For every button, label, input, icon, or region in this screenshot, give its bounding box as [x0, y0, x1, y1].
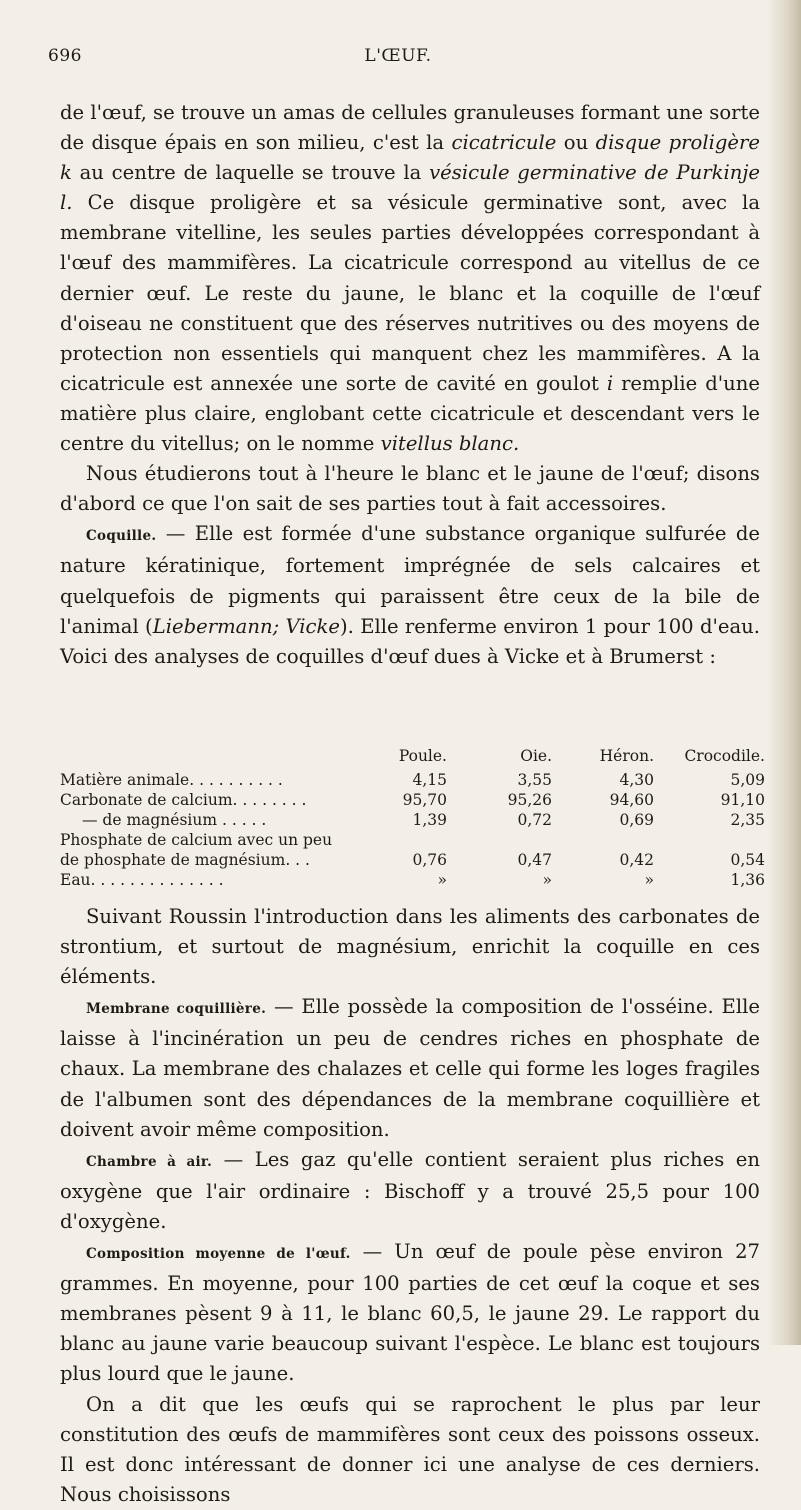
row-label: Phosphate de calcium avec un peu — [60, 831, 333, 849]
table-cell: 4,15 — [412, 771, 447, 789]
section-heading-membrane: Membrane coquillière. — [86, 1001, 267, 1018]
paragraph-poissons: On a dit que les œufs qui se raprochent le plus par leur constitution des œufs de mammifères sont ceux des poissons osseux. Il est donc intéressant de donner ici une analyse de ces derniers. Nous choisissons — [60, 1392, 760, 1506]
term-vesicule-germinative: vésicule germinative de Purkinje l. — [60, 161, 760, 215]
table-header-row — [60, 746, 765, 770]
table-cell: 2,35 — [730, 811, 765, 829]
table-cell — [654, 830, 765, 850]
row-label: — de magnésium . . . . . — [82, 811, 267, 829]
table-cell: 95,70 — [402, 791, 447, 809]
running-title: L'ŒUF. — [364, 46, 432, 66]
paragraph-chambre — [60, 1145, 760, 1237]
table-cell — [365, 830, 447, 850]
table-row — [60, 810, 765, 830]
paragraph-composition — [60, 1237, 760, 1389]
term-i: i — [606, 371, 614, 395]
page-edge-shadow — [767, 0, 801, 1345]
table-cell: 0,76 — [412, 851, 447, 869]
text-run: — Elle est formée d'une substance organique sulfurée de nature kératinique, fortement imprégnée de sels calcaires et quelquefois de pigments qui paraissent être ceux de la bile de l'animal ( — [60, 522, 760, 638]
page-number: 696 — [48, 46, 82, 66]
table-cell: 1,36 — [730, 871, 765, 889]
table-cell: » — [437, 871, 447, 889]
table-cell: 3,55 — [517, 771, 552, 789]
table-cell — [552, 830, 654, 850]
table-cell: 95,26 — [507, 791, 552, 809]
row-label: Eau. . . . . . . . . . . . . . — [60, 871, 224, 889]
text-run: au centre de laquelle se trouve la — [71, 161, 430, 185]
section-heading-chambre: Chambre à air. — [86, 1153, 213, 1170]
section-heading-composition: Composition moyenne de l'œuf. — [86, 1246, 351, 1263]
section-heading-coquille: Coquille. — [86, 528, 157, 545]
paragraph-roussin: Suivant Roussin l'introduction dans les aliments des carbonates de strontium, et surtout de magnésium, enrichit la coquille en ces éléments. — [60, 905, 760, 989]
table-cell: » — [542, 871, 552, 889]
table-cell: 0,54 — [730, 851, 765, 869]
table-cell: 0,69 — [619, 811, 654, 829]
table-cell: » — [644, 871, 654, 889]
text-run: de l'œuf, se trouve un amas de cellules granuleuses formant une sorte de disque épais en son milieu, c'est la — [60, 101, 760, 155]
table-cell: 0,72 — [517, 811, 552, 829]
text-run: — Elle possède la composition de l'osséine. Elle laisse à l'incinération un peu de cendres riches en phosphate de chaux. La membrane des chalazes et celle qui forme les loges fragiles de l'albumen sont des dépendances de la membrane coquillière et doivent avoir même composition. — [60, 995, 760, 1141]
running-header — [48, 46, 748, 68]
paragraph-cicatricule — [60, 98, 760, 459]
row-label: Carbonate de calcium. . . . . . . . — [60, 791, 307, 809]
term-cicatricule: cicatricule — [451, 131, 557, 155]
body-text-bottom — [60, 902, 760, 1510]
table-row — [60, 870, 765, 890]
table-corner — [60, 746, 365, 770]
table-cell: 0,47 — [517, 851, 552, 869]
paragraph-etude: Nous étudierons tout à l'heure le blanc et le jaune de l'œuf; disons d'abord ce que l'on sait de ses parties tout à fait accessoires. — [60, 462, 760, 516]
column-header: Poule. — [398, 747, 447, 765]
text-run: remplie d'une matière plus claire, englobant cette cicatricule et descendant vers le centre du vitellus; on le nomme — [60, 371, 760, 456]
authors-citation: Liebermann; Vicke — [152, 614, 341, 638]
row-label: Matière animale. . . . . . . . . . — [60, 771, 283, 789]
table-row — [60, 830, 765, 850]
table-cell: 94,60 — [609, 791, 654, 809]
term-disque-proligere: disque proligère k — [60, 131, 760, 185]
paragraph-membrane — [60, 992, 760, 1144]
table-cell — [447, 830, 552, 850]
row-label: de phosphate de magnésium. . . — [60, 851, 310, 869]
table-row — [60, 850, 765, 870]
table-cell: 4,30 — [619, 771, 654, 789]
text-run: ). Elle renferme environ 1 pour 100 d'eau. Voici des analyses de coquilles d'œuf dues à Vicke et à Brumerst : — [60, 614, 760, 668]
term-vitellus-blanc: vitellus blanc. — [380, 432, 520, 456]
text-run: Ce disque proligère et sa vésicule germinative sont, avec la membrane vitelline, les seules parties développées correspondant à l'œuf des mammifères. La cicatricule correspond au vitellus de ce dernier œuf. Le reste du jaune, le blanc et la coquille de l'œuf d'oiseau ne constituent que des réserves nutritives ou des moyens de protection non essentiels qui manquent chez les mammifères. A la cicatricule est annexée une sorte de cavité en goulot — [60, 191, 760, 395]
column-header: Héron. — [599, 747, 654, 765]
column-header: Oie. — [520, 747, 552, 765]
body-text-top — [60, 98, 760, 672]
analysis-table — [60, 746, 765, 890]
table-cell: 91,10 — [720, 791, 765, 809]
table-cell: 5,09 — [730, 771, 765, 789]
text-run: — Un œuf de poule pèse environ 27 grammes. En moyenne, pour 100 parties de cet œuf la coque et ses membranes pèsent 9 à 11, le blanc 60,5, le jaune 29. Le rapport du blanc au jaune varie beaucoup suivant l'espèce. Le blanc est toujours plus lourd que le jaune. — [60, 1240, 760, 1386]
table-row — [60, 790, 765, 810]
paragraph-coquille — [60, 519, 760, 671]
text-run: ou — [556, 131, 596, 155]
table-cell: 1,39 — [412, 811, 447, 829]
text-run: — Les gaz qu'elle contient seraient plus riches en oxygène que l'air ordinaire : Bischoff y a trouvé 25,5 pour 100 d'oxygène. — [60, 1147, 760, 1233]
table-row — [60, 770, 765, 790]
table-cell: 0,42 — [619, 851, 654, 869]
column-header: Crocodile. — [684, 747, 765, 765]
